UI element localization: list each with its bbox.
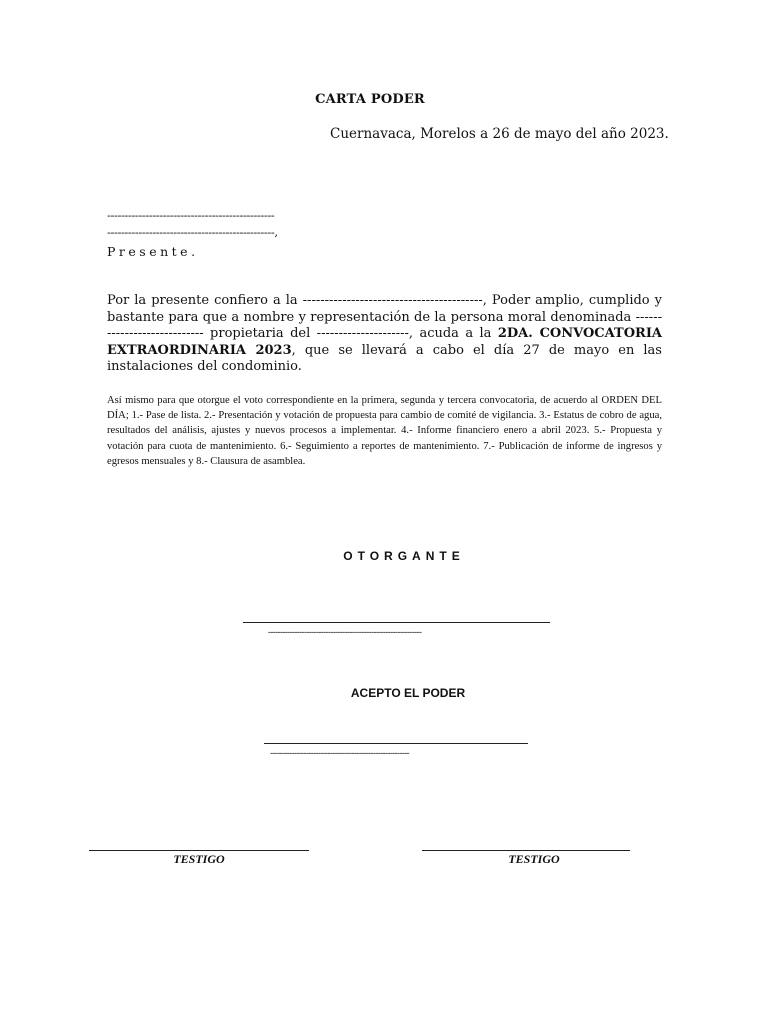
presente-label: Presente.: [107, 244, 199, 259]
power-grant-text-2: , que se llevará a cabo el día 27 de mayo en las instalaciones del condominio.: [107, 342, 662, 374]
witness-right-label: TESTIGO: [508, 852, 560, 866]
convocatoria-name: 2DA. CONVOCATORIA EXTRAORDINARIA 2023: [107, 326, 662, 358]
otorgante-signature-line: [243, 622, 550, 623]
addressee-line-2: ------------------------------------------------,: [107, 225, 278, 239]
witness-left-label: TESTIGO: [173, 852, 225, 866]
otorgante-name-dashes: ----------------------------------------------------------------: [268, 627, 422, 637]
acepto-name-dashes: ----------------------------------------------------------: [270, 748, 410, 758]
witness-right-signature-line: [422, 850, 630, 851]
witness-left-signature-line: [89, 850, 309, 851]
acepto-heading: ACEPTO EL PODER: [350, 686, 466, 700]
place-date: Cuernavaca, Morelos a 26 de mayo del año 2023.: [330, 126, 669, 142]
acepto-signature-line: [264, 743, 528, 744]
otorgante-heading: OTORGANTE: [343, 549, 465, 563]
agenda-paragraph: Así mismo para que otorgue el voto correspondiente en la primera, segunda y tercera convocatoria, de acuerdo al ORDEN DEL DÍA; 1.- Pase de lista. 2.- Presentación y votación de propuesta para cambio de comité de vigilancia. 3.- Estatus de cobro de agua, resultados del análisis, ajustes y nuevos procesos a implementar. 4.- Informe financiero enero a abril 2023. 5.- Propuesta y votación para cuota de mantenimiento. 6.- Seguimiento a reportes de mantenimiento. 7.- Publicación de informe de ingresos y egresos mensuales y 8.- Clausura de asamblea.: [107, 395, 662, 467]
power-grant-text-1: Por la presente confiero a la -----------------------------------------, Poder amplio, cumplido y bastante para que a nombre y representación de la persona moral denominada ---------------------------- propietaria del ---------------------, acuda a la: [107, 293, 662, 341]
document-title: CARTA PODER: [315, 92, 425, 107]
power-grant-paragraph: [107, 293, 662, 376]
addressee-line-1: ------------------------------------------------: [107, 208, 275, 222]
